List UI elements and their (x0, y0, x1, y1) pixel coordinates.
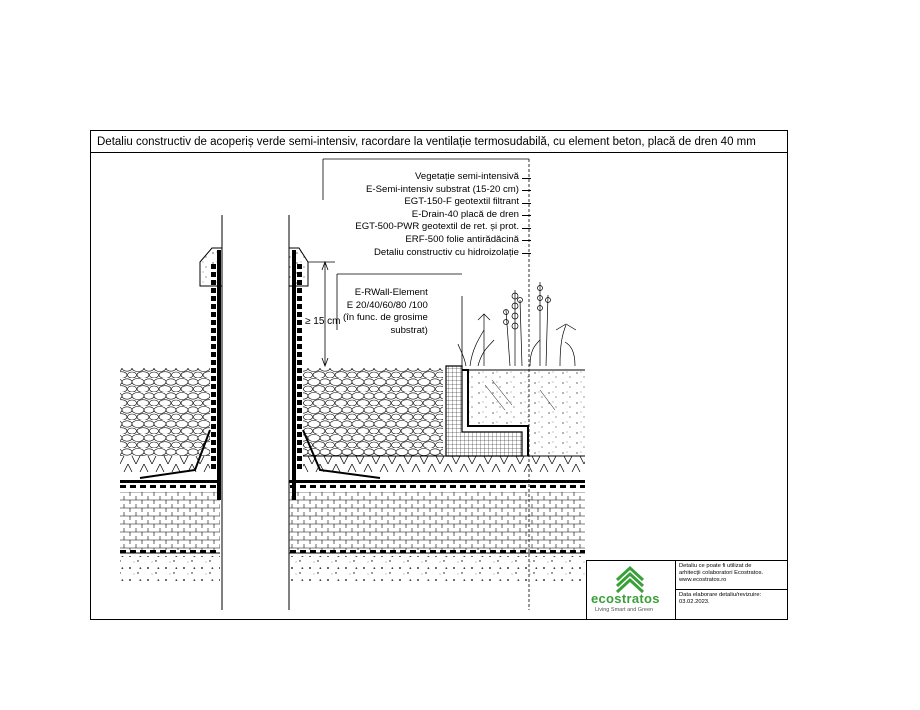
layer-legend (355, 171, 534, 259)
website-link[interactable]: www.ecostratos.ro (679, 577, 727, 583)
legend-substrate: E-Semi-intensiv substrat (15-20 cm) (355, 184, 534, 197)
date-value: 03.02.2023. (679, 599, 710, 605)
date-label: Data elaborare detaliu/revizuire: (679, 592, 762, 598)
rwall-line2: E 20/40/60/80 /100 (346, 299, 428, 311)
logo-cell (586, 560, 676, 620)
legend-vegetation: Vegetație semi-intensivă (355, 171, 534, 184)
rwall-line4: substrat) (390, 324, 428, 336)
usage-line1: Detaliu ce poate fi utilizat de (679, 563, 752, 569)
legend-filter-geotextile: EGT-150-F geotextil filtrant (355, 196, 534, 209)
rwall-line3: (în func. de grosime (343, 312, 428, 323)
dimension-label: ≥ 15 cm (305, 316, 341, 327)
legend-waterproofing: Detaliu constructiv cu hidroizolație (355, 247, 534, 260)
brand-tagline: Living Smart and Green (595, 607, 654, 613)
usage-line2: arhitecții colaboratori Ecostratos. (679, 570, 764, 576)
drawing-title: Detaliu constructiv de acoperiș verde semi-intensiv, racordare la ventilație termosudabilă, cu element beton, placă de dren 40 mm (91, 131, 787, 153)
legend-drain-board: E-Drain-40 placă de dren (355, 209, 534, 222)
rwall-label (343, 287, 428, 337)
vegetation (458, 282, 576, 366)
date-note (676, 590, 788, 620)
rwall-line1: E-RWall-Element (354, 287, 428, 298)
legend-root-barrier: ERF-500 folie antirădăcină (355, 234, 534, 247)
left-section (120, 215, 222, 610)
usage-note (676, 560, 788, 590)
info-box (586, 560, 788, 620)
brand-name: ecostratos (591, 591, 660, 606)
legend-protection-geotextile: EGT-500-PWR geotextil de ret. și prot. (355, 221, 534, 234)
